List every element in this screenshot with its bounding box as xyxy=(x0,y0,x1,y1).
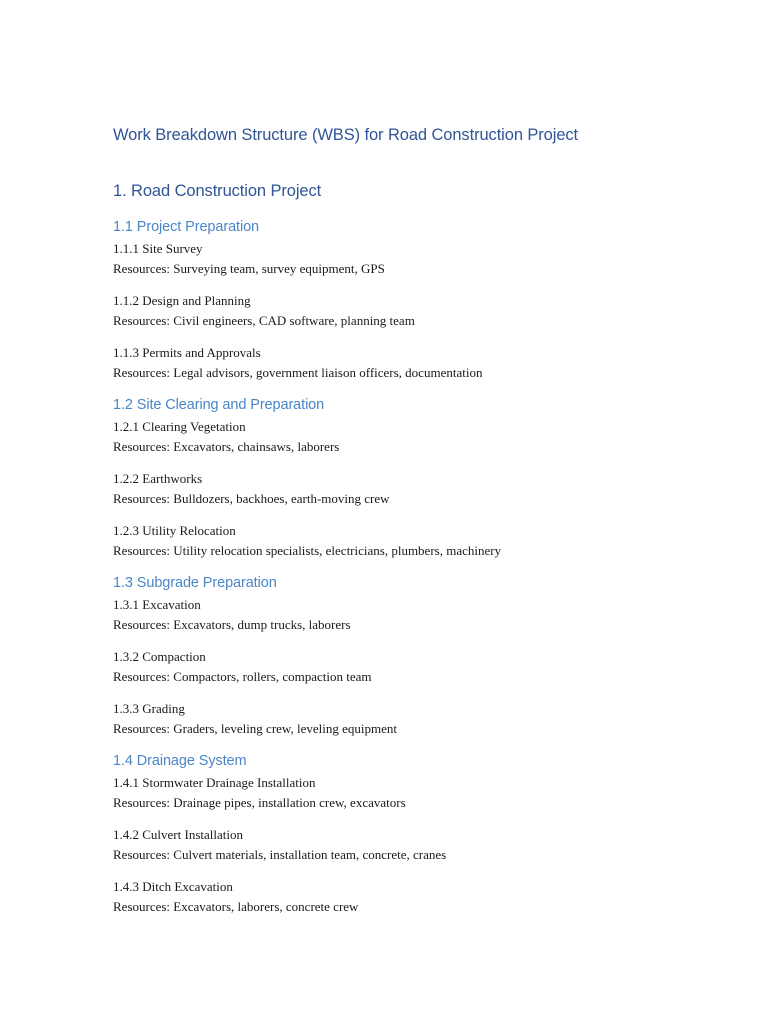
task-name: 1.4.1 Stormwater Drainage Installation xyxy=(113,775,316,790)
section-heading: 1.4 Drainage System xyxy=(113,753,247,769)
task-item xyxy=(113,417,733,456)
section-drainage-system xyxy=(113,750,733,916)
task-resources: Resources: Legal advisors, government liaison officers, documentation xyxy=(113,364,483,380)
task-item xyxy=(113,239,733,278)
task-name: 1.2.2 Earthworks xyxy=(113,471,203,486)
task-item xyxy=(113,699,733,738)
project-heading: 1. Road Construction Project xyxy=(113,182,322,200)
task-resources: Resources: Utility relocation specialists, electricians, plumbers, machinery xyxy=(113,542,502,558)
task-resources: Resources: Civil engineers, CAD software, planning team xyxy=(113,312,415,328)
task-resources: Resources: Excavators, chainsaws, laborers xyxy=(113,438,340,454)
task-resources: Resources: Graders, leveling crew, leveling equipment xyxy=(113,720,397,736)
task-item xyxy=(113,595,733,634)
section-heading: 1.1 Project Preparation xyxy=(113,219,260,235)
section-heading: 1.2 Site Clearing and Preparation xyxy=(113,397,325,413)
task-name: 1.1.1 Site Survey xyxy=(113,241,203,256)
section-heading: 1.3 Subgrade Preparation xyxy=(113,575,277,591)
section-project-preparation xyxy=(113,216,733,382)
task-name: 1.2.3 Utility Relocation xyxy=(113,523,236,538)
task-resources: Resources: Bulldozers, backhoes, earth-moving crew xyxy=(113,490,390,506)
task-item xyxy=(113,521,733,560)
task-name: 1.4.2 Culvert Installation xyxy=(113,827,243,842)
task-resources: Resources: Surveying team, survey equipment, GPS xyxy=(113,260,385,276)
task-item xyxy=(113,469,733,508)
task-item xyxy=(113,773,733,812)
section-site-clearing xyxy=(113,394,733,560)
document-page xyxy=(113,122,733,916)
task-item xyxy=(113,343,733,382)
task-resources: Resources: Culvert materials, installation team, concrete, cranes xyxy=(113,846,447,862)
document-title: Work Breakdown Structure (WBS) for Road Construction Project xyxy=(113,126,579,144)
task-item xyxy=(113,877,733,916)
task-item xyxy=(113,647,733,686)
task-name: 1.4.3 Ditch Excavation xyxy=(113,879,233,894)
task-name: 1.1.3 Permits and Approvals xyxy=(113,345,261,360)
task-item xyxy=(113,291,733,330)
task-name: 1.3.2 Compaction xyxy=(113,649,206,664)
task-name: 1.1.2 Design and Planning xyxy=(113,293,251,308)
task-resources: Resources: Excavators, dump trucks, laborers xyxy=(113,616,351,632)
task-resources: Resources: Excavators, laborers, concrete crew xyxy=(113,898,359,914)
task-name: 1.2.1 Clearing Vegetation xyxy=(113,419,246,434)
task-name: 1.3.3 Grading xyxy=(113,701,185,716)
task-name: 1.3.1 Excavation xyxy=(113,597,201,612)
section-subgrade-preparation xyxy=(113,572,733,738)
task-item xyxy=(113,825,733,864)
task-resources: Resources: Drainage pipes, installation crew, excavators xyxy=(113,794,406,810)
task-resources: Resources: Compactors, rollers, compaction team xyxy=(113,668,372,684)
